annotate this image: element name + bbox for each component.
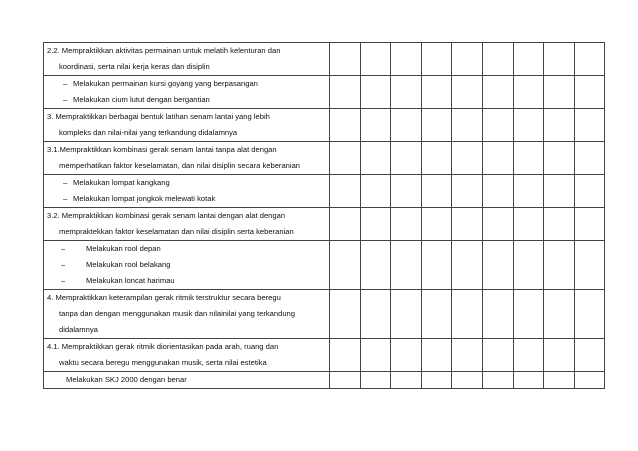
competency-text: 3.1.Mempraktikkan kombinasi gerak senam lantai tanpa alat dengan	[47, 145, 277, 154]
score-cell[interactable]	[544, 290, 575, 339]
competency-text: 3.2. Mempraktikkan kombinasi gerak senam lantai dengan alat dengan	[47, 211, 286, 220]
score-cell[interactable]	[330, 142, 361, 175]
score-cell[interactable]	[482, 43, 513, 76]
score-cell[interactable]	[391, 290, 422, 339]
table-row	[44, 208, 605, 241]
score-cell[interactable]	[574, 76, 605, 109]
bullet-text: Melakukan rool belakang	[86, 260, 171, 269]
assessment-table	[43, 42, 605, 389]
score-cell[interactable]	[360, 372, 391, 389]
score-cell[interactable]	[513, 76, 544, 109]
score-cell[interactable]	[482, 142, 513, 175]
table-row	[44, 339, 605, 372]
score-cell[interactable]	[452, 372, 483, 389]
score-cell[interactable]	[360, 76, 391, 109]
score-cell[interactable]	[452, 142, 483, 175]
assessment-sheet	[43, 42, 595, 389]
description-cell	[44, 109, 330, 142]
score-cell[interactable]	[574, 372, 605, 389]
bullet-text: Melakukan lompat kangkang	[73, 178, 170, 187]
description-cell	[44, 339, 330, 372]
score-cell[interactable]	[421, 208, 452, 241]
bullet-dash: –	[63, 178, 68, 187]
description-cell	[44, 76, 330, 109]
score-cell[interactable]	[482, 175, 513, 208]
score-cell[interactable]	[421, 109, 452, 142]
score-cell[interactable]	[330, 76, 361, 109]
score-cell[interactable]	[513, 43, 544, 76]
score-cell[interactable]	[360, 142, 391, 175]
description-cell	[44, 290, 330, 339]
table-row	[44, 109, 605, 142]
competency-text: kompleks dan nilai-nilai yang terkandung didalamnya	[59, 128, 238, 137]
table-row	[44, 175, 605, 208]
score-cell[interactable]	[482, 339, 513, 372]
score-cell[interactable]	[330, 372, 361, 389]
bullet-dash: –	[61, 276, 66, 285]
competency-text: 4.1. Mempraktikkan gerak ritmik diorientasikan pada arah, ruang dan	[47, 342, 279, 351]
bullet-dash: –	[63, 95, 68, 104]
competency-text: waktu secara beregu menggunakan musik, serta nilai estetika	[59, 358, 267, 367]
score-cell[interactable]	[482, 241, 513, 290]
score-cell[interactable]	[421, 76, 452, 109]
score-cell[interactable]	[544, 142, 575, 175]
score-cell[interactable]	[421, 339, 452, 372]
score-cell[interactable]	[452, 339, 483, 372]
competency-text: koordinasi, serta nilai kerja keras dan disiplin	[59, 62, 210, 71]
score-cell[interactable]	[544, 43, 575, 76]
score-cell[interactable]	[574, 339, 605, 372]
bullet-text: Melakukan permainan kursi goyang yang berpasangan	[73, 79, 258, 88]
bullet-item	[44, 191, 329, 207]
competency-text: 2.2. Mempraktikkan aktivitas permainan untuk melatih kelenturan dan	[47, 46, 281, 55]
score-cell[interactable]	[513, 208, 544, 241]
score-cell[interactable]	[544, 109, 575, 142]
table-row	[44, 142, 605, 175]
score-cell[interactable]	[452, 43, 483, 76]
assessment-table-body	[44, 43, 605, 389]
bullet-item	[44, 76, 329, 92]
score-cell[interactable]	[544, 208, 575, 241]
table-row	[44, 241, 605, 290]
score-cell[interactable]	[452, 241, 483, 290]
score-cell[interactable]	[482, 76, 513, 109]
score-cell[interactable]	[330, 241, 361, 290]
score-cell[interactable]	[452, 290, 483, 339]
score-cell[interactable]	[421, 290, 452, 339]
competency-text: 3. Mempraktikkan berbagai bentuk latihan senam lantai yang lebih	[47, 112, 270, 121]
competency-text: tanpa dan dengan menggunakan musik dan nilainilai yang terkandung	[59, 309, 296, 318]
score-cell[interactable]	[391, 241, 422, 290]
score-cell[interactable]	[360, 339, 391, 372]
score-cell[interactable]	[391, 109, 422, 142]
score-cell[interactable]	[360, 109, 391, 142]
score-cell[interactable]	[360, 208, 391, 241]
score-cell[interactable]	[544, 76, 575, 109]
score-cell[interactable]	[421, 142, 452, 175]
description-cell	[44, 241, 330, 290]
score-cell[interactable]	[574, 208, 605, 241]
bullet-text: Melakukan lompat jongkok melewati kotak	[73, 194, 216, 203]
score-cell[interactable]	[330, 339, 361, 372]
description-cell	[44, 208, 330, 241]
table-row	[44, 43, 605, 76]
bullet-item	[44, 241, 329, 257]
bullet-item	[44, 92, 329, 108]
score-cell[interactable]	[482, 109, 513, 142]
description-cell	[44, 43, 330, 76]
score-cell[interactable]	[513, 142, 544, 175]
score-cell[interactable]	[544, 339, 575, 372]
score-cell[interactable]	[544, 175, 575, 208]
score-cell[interactable]	[391, 208, 422, 241]
score-cell[interactable]	[330, 43, 361, 76]
score-cell[interactable]	[391, 142, 422, 175]
competency-text: 4. Mempraktikkan keterampilan gerak ritmik terstruktur secara beregu	[47, 293, 281, 302]
score-cell[interactable]	[360, 290, 391, 339]
score-cell[interactable]	[452, 175, 483, 208]
score-cell[interactable]	[574, 109, 605, 142]
bullet-item	[44, 257, 329, 273]
bullet-text: Melakukan cium lutut dengan bergantian	[73, 95, 210, 104]
score-cell[interactable]	[391, 175, 422, 208]
bullet-item	[44, 273, 329, 289]
score-cell[interactable]	[421, 43, 452, 76]
score-cell[interactable]	[513, 339, 544, 372]
score-cell[interactable]	[452, 76, 483, 109]
score-cell[interactable]	[421, 372, 452, 389]
competency-text: didalamnya	[59, 325, 98, 334]
description-cell	[44, 142, 330, 175]
score-cell[interactable]	[360, 175, 391, 208]
score-cell[interactable]	[421, 241, 452, 290]
description-cell	[44, 372, 330, 389]
score-cell[interactable]	[391, 76, 422, 109]
score-cell[interactable]	[360, 43, 391, 76]
description-cell	[44, 175, 330, 208]
score-cell[interactable]	[330, 175, 361, 208]
score-cell[interactable]	[574, 175, 605, 208]
competency-text: mempraktekkan faktor keselamatan dan nilai disiplin serta keberanian	[59, 227, 294, 236]
score-cell[interactable]	[574, 290, 605, 339]
score-cell[interactable]	[544, 241, 575, 290]
score-cell[interactable]	[482, 290, 513, 339]
score-cell[interactable]	[482, 208, 513, 241]
bullet-text: Melakukan loncat harimau	[86, 276, 175, 285]
competency-text: memperhatikan faktor keselamatan, dan nilai disiplin secara keberanian	[59, 161, 301, 170]
score-cell[interactable]	[574, 142, 605, 175]
score-cell[interactable]	[574, 241, 605, 290]
score-cell[interactable]	[544, 372, 575, 389]
score-cell[interactable]	[452, 208, 483, 241]
table-row	[44, 290, 605, 339]
bullet-text: Melakukan rool depan	[86, 244, 161, 253]
item-text: Melakukan SKJ 2000 dengan benar	[66, 375, 187, 384]
score-cell[interactable]	[513, 175, 544, 208]
bullet-dash: –	[61, 260, 66, 269]
score-cell[interactable]	[391, 339, 422, 372]
score-cell[interactable]	[330, 290, 361, 339]
score-cell[interactable]	[513, 109, 544, 142]
score-cell[interactable]	[513, 372, 544, 389]
score-cell[interactable]	[391, 43, 422, 76]
score-cell[interactable]	[330, 208, 361, 241]
bullet-dash: –	[63, 194, 68, 203]
score-cell[interactable]	[452, 109, 483, 142]
score-cell[interactable]	[574, 43, 605, 76]
table-row	[44, 372, 605, 389]
score-cell[interactable]	[360, 241, 391, 290]
bullet-dash: –	[61, 244, 66, 253]
score-cell[interactable]	[391, 372, 422, 389]
table-row	[44, 76, 605, 109]
bullet-dash: –	[63, 79, 68, 88]
bullet-item	[44, 175, 329, 191]
score-cell[interactable]	[330, 109, 361, 142]
score-cell[interactable]	[482, 372, 513, 389]
score-cell[interactable]	[513, 241, 544, 290]
score-cell[interactable]	[421, 175, 452, 208]
score-cell[interactable]	[513, 290, 544, 339]
